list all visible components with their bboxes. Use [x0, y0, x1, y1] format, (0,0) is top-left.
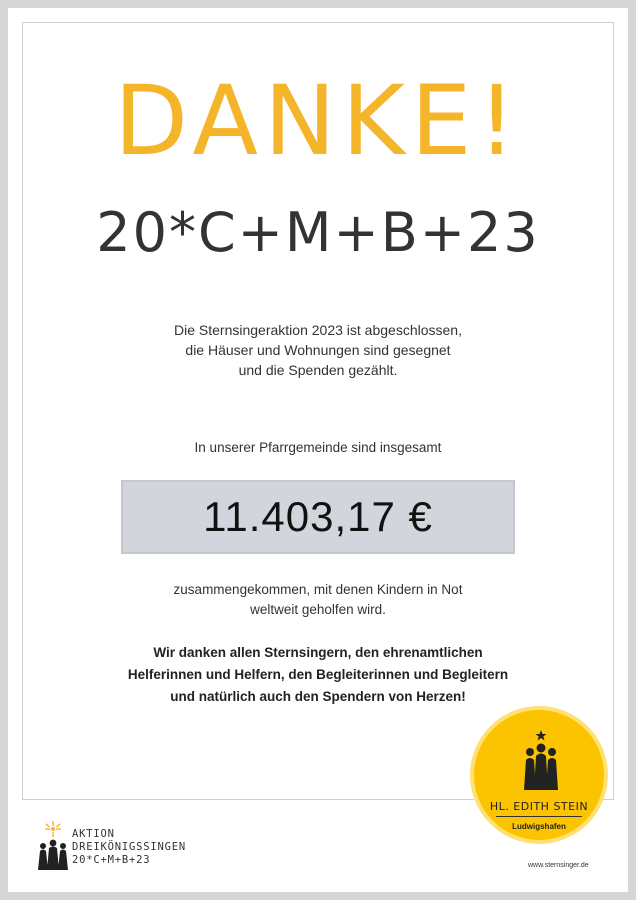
after-line: weltweit geholfen wird. [250, 602, 386, 617]
website-url: www.sternsinger.de [528, 862, 589, 869]
logo-line: AKTION [72, 828, 115, 840]
blessing-formula: 20*C+M+B+23 [96, 201, 540, 264]
thanks-line: Wir danken allen Sternsingern, den ehrenamtlichen [153, 645, 483, 660]
amount-box [121, 480, 515, 554]
logo-line: 20*C+M+B+23 [72, 854, 151, 866]
headline: DANKE! [114, 65, 522, 177]
after-line: zusammengekommen, mit denen Kindern in Not [173, 582, 463, 597]
thanks-line: und natürlich auch den Spendern von Herzen! [170, 689, 466, 704]
parish-seal [470, 706, 608, 844]
after-text [8, 580, 628, 620]
seal-parish-name: HL. EDITH STEIN [489, 800, 589, 813]
lead-text: In unserer Pfarrgemeinde sind insgesamt [194, 440, 442, 455]
intro-line: und die Spenden gezählt. [238, 362, 398, 378]
logo-line: DREIKÖNIGSSINGEN [72, 841, 186, 853]
poster-page [8, 8, 628, 892]
seal-city: Ludwigshafen [512, 822, 566, 831]
logo-text [72, 828, 186, 867]
campaign-logo [36, 820, 236, 876]
sternsinger-logo-icon [36, 820, 70, 872]
thanks-line: Helferinnen und Helfern, den Begleiterinnen und Begleitern [127, 667, 509, 682]
thanks-text [8, 642, 628, 708]
intro-line: die Häuser und Wohnungen sind gesegnet [185, 342, 451, 358]
three-kings-icon [521, 730, 561, 792]
intro-text [8, 320, 628, 380]
intro-line: Die Sternsingeraktion 2023 ist abgeschlossen, [174, 322, 462, 338]
donation-amount: 11.403,17 € [203, 493, 433, 540]
seal-divider [496, 816, 582, 817]
